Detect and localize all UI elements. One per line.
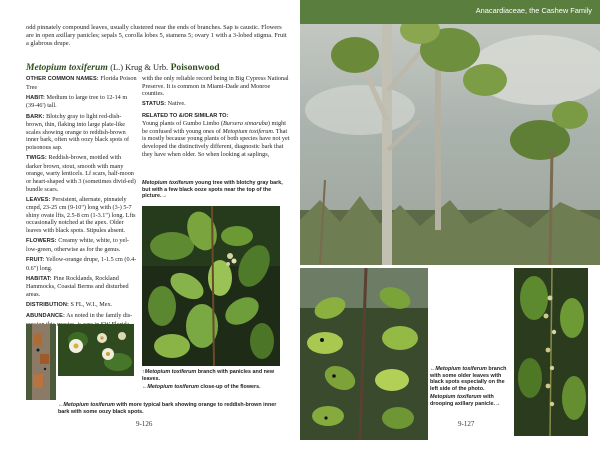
desc-abundance-cont: with the only reliable record being in Big Cypress National Preserve. It is common in Miami-Dade and Monroe counties. [142, 75, 289, 98]
species-title [26, 62, 294, 73]
photo-drooping-panicle [514, 268, 588, 436]
photo-branch-panicles [142, 206, 280, 366]
desc-leaves: LEAVES: Persistent, alternate, pinnately cmpd, 23-25 cm (9-10") long with (3-) 5-7 shiny ovate lfts, 2.5-8 cm (1-3.1") long. Lfts occasionally notched at the apex. Older leaves with black spots. Stipules absent. [26, 195, 136, 235]
caption-branch: ↑Metopium toxiferum branch with panicles and new leaves. [142, 369, 275, 382]
desc-habitat: HABITAT: Pine Rocklands, Rockland Hammocks, Coastal Berms and disturbed areas. [26, 274, 129, 298]
caption-young-tree: Metopium toxiferum young tree with blotchy gray bark, but with a few black ooze spots near the top of the picture.→ [142, 180, 283, 200]
photo-bark [26, 324, 56, 400]
intro-paragraph: odd pinnately compound leaves, usually clustered near the ends of branches. Sap is caustic. Flowers are in open axillary panicles; sepals 5, corolla lobes 5, stamens 5; ovary 1 with a 3-lobed stigma. Fruit a glabrous drupe. [26, 24, 287, 47]
chapter-header: Anacardiaceae, the Cashew Family [475, 6, 592, 15]
page-number-right: 9-127 [458, 420, 475, 428]
caption-panicle: Metopium toxiferum with drooping axillary panicle.→ [430, 394, 501, 407]
desc-bark: BARK: Blotchy gray to light red-dish-brown, thin, flaking into large plate-like scales showing orange to reddish-brown inner bark, often with oozy black spots of poisonous sap. [26, 112, 130, 151]
desc-distribution: DISTRIBUTION: S FL, W.I., Mex. [26, 301, 113, 309]
desc-status: STATUS: Native. [142, 100, 186, 108]
photo-branch-leaves [300, 268, 428, 440]
caption-bark: ←Metopium toxiferum with more typical bark showing orange to reddish-brown inner bark with some oozy black spots. [58, 402, 277, 415]
desc-flowers: FLOWERS: Creamy white, white, to yel-low-green, otherwise as for the genus. [26, 237, 129, 253]
description-column-1 [26, 75, 138, 331]
description-column-2 [142, 75, 292, 158]
species-authority: (L.) Krug & Urb. [110, 63, 169, 72]
desc-twigs: TWIGS: Reddish-brown, mottled with darker brown, stout, smooth with many orange, warty lenticels. Lf scars, half-moon or heart-shaped with 3 (sometimes divid-ed) bundle scars. [26, 154, 136, 193]
desc-other-names: OTHER COMMON NAMES: Florida Poison Tree [26, 75, 137, 91]
page-number-left: 9-126 [136, 420, 153, 428]
photo-young-tree [300, 0, 600, 265]
species-common-name: Poisonwood [170, 62, 220, 73]
desc-related: RELATED TO &/OR SIMILAR TO: Young plants of Gumbo Limbo (Bursera simaruba) might be confused with young ones of Metopium toxiferum. That is mostly because young plants of both species have not yet developed the distinctively different, diagnostic bark that they have when older. So when looking at saplings, [142, 112, 290, 158]
species-name: Metopium toxiferum [26, 62, 108, 73]
photo-flowers-closeup [58, 324, 134, 376]
desc-abundance: ABUNDANCE: As noted in the family dis- [26, 312, 133, 320]
desc-habit: HABIT: Medium to large tree to 12-14 m (39-46') tall. [26, 93, 128, 110]
desc-fruit: FRUIT: Yellow-orange drupe, 1-1.5 cm (0.4-0.6") long. [26, 256, 137, 272]
right-page [300, 0, 600, 450]
caption-flowers: ←Metopium toxiferum close-up of the flowers. [142, 384, 261, 390]
caption-leaves: ←Metopium toxiferum branch with some older leaves with black spots especially on the left side of the photo. [430, 366, 507, 392]
